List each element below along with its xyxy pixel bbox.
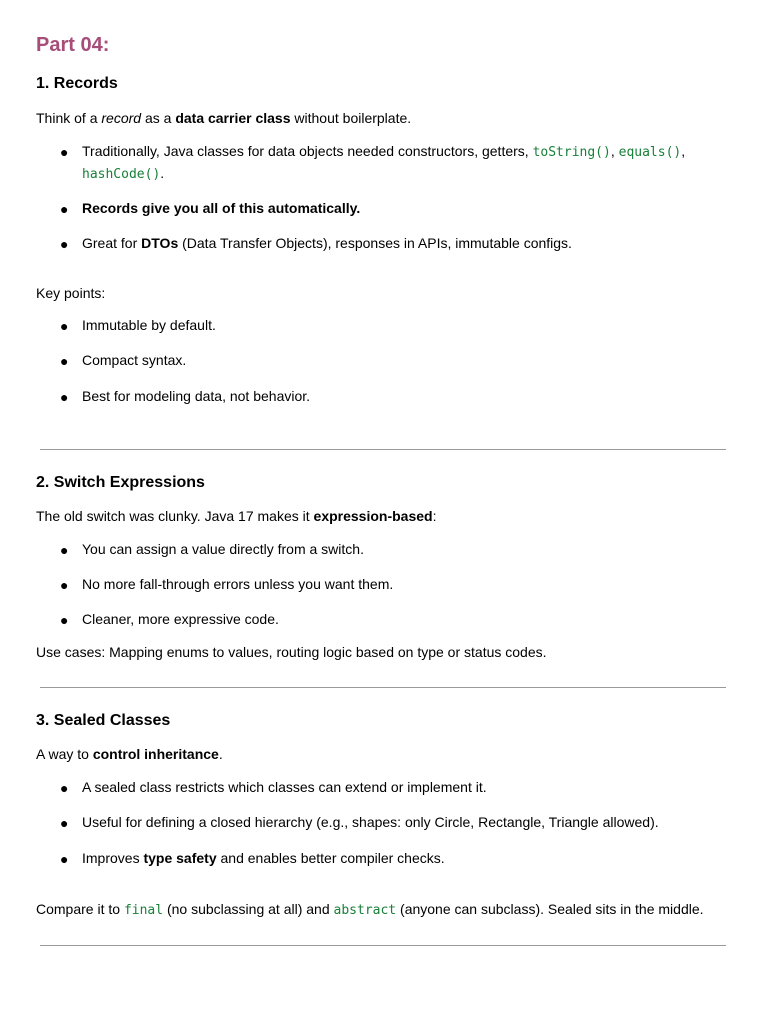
bullet-dot: ●	[60, 318, 69, 334]
key-point-item: Immutable by default.	[82, 317, 216, 333]
sealed-bullet-1: A sealed class restricts which classes can extend or implement it.	[82, 779, 487, 795]
bullet-dot: ●	[60, 542, 69, 558]
section-heading-sealed: 3. Sealed Classes	[36, 712, 171, 729]
code-abstract: abstract	[333, 903, 397, 918]
switch-bullet: You can assign a value directly from a switch.	[82, 541, 364, 557]
bullet-dot: ●	[60, 612, 69, 628]
switch-bullet: No more fall-through errors unless you want them.	[82, 576, 394, 592]
key-point-item: Best for modeling data, not behavior.	[82, 388, 311, 404]
records-bullet-1-sep-2: ,	[681, 143, 686, 159]
switch-intro-bold: expression-based	[313, 508, 433, 524]
sealed-bullet-2: Useful for defining a closed hierarchy (e.g., shapes: only Circle, Rectangle, Triangle allowed).	[82, 814, 659, 830]
records-bullet-3-post: (Data Transfer Objects), responses in APIs, immutable configs.	[178, 235, 572, 251]
code-tostring: toString()	[532, 145, 611, 160]
records-intro-post: without boilerplate.	[290, 110, 412, 126]
sealed-intro-pre: A way to	[36, 746, 93, 762]
section-heading-switch: 2. Switch Expressions	[36, 474, 205, 491]
code-equals: equals()	[618, 145, 682, 160]
bullet-dot: ●	[60, 236, 69, 252]
section-heading-records: 1. Records	[36, 75, 118, 92]
key-points-label: Key points:	[36, 285, 106, 301]
sealed-compare-mid: (no subclassing at all) and	[163, 901, 334, 917]
records-bullet-3	[82, 233, 722, 253]
switch-bullet: Cleaner, more expressive code.	[82, 611, 279, 627]
records-bullet-2: Records give you all of this automatically.	[82, 200, 361, 216]
records-bullet-1-sep-1: ,	[610, 143, 619, 159]
records-bullet-3-bold: DTOs	[141, 235, 179, 251]
switch-intro-post: :	[432, 508, 437, 524]
sealed-bullet-3-pre: Improves	[82, 850, 144, 866]
records-bullet-1	[82, 141, 722, 185]
records-intro-em: record	[101, 110, 142, 126]
code-hashcode: hashCode()	[82, 167, 161, 182]
sealed-bullet-3-bold: type safety	[143, 850, 217, 866]
records-intro-mid: as a	[141, 110, 176, 126]
sealed-compare-pre: Compare it to	[36, 901, 124, 917]
code-final: final	[123, 903, 164, 918]
switch-use-cases: Use cases: Mapping enums to values, routing logic based on type or status codes.	[36, 644, 547, 660]
section-divider	[40, 945, 726, 946]
records-intro	[36, 109, 411, 127]
bullet-dot: ●	[60, 815, 69, 831]
switch-intro-pre: The old switch was clunky. Java 17 makes it	[36, 508, 314, 524]
sealed-compare	[36, 900, 704, 920]
records-bullet-1-text: Traditionally, Java classes for data objects needed constructors, getters,	[82, 143, 533, 159]
sealed-intro-bold: control inheritance	[92, 746, 219, 762]
records-bullet-3-pre: Great for	[82, 235, 142, 251]
bullet-dot: ●	[60, 201, 69, 217]
switch-intro	[36, 507, 436, 525]
section-divider	[40, 449, 726, 450]
sealed-compare-post: (anyone can subclass). Sealed sits in the middle.	[396, 901, 704, 917]
bullet-dot: ●	[60, 780, 69, 796]
records-bullet-1-end: .	[160, 165, 165, 181]
records-intro-bold: data carrier class	[175, 110, 291, 126]
sealed-bullet-3-post: and enables better compiler checks.	[216, 850, 445, 866]
section-divider	[40, 687, 726, 688]
bullet-dot: ●	[60, 389, 69, 405]
bullet-dot: ●	[60, 144, 69, 160]
bullet-dot: ●	[60, 851, 69, 867]
key-point-item: Compact syntax.	[82, 352, 187, 368]
sealed-intro-post: .	[218, 746, 223, 762]
part-title: Part 04:	[36, 34, 110, 56]
sealed-intro	[36, 745, 223, 763]
records-intro-pre: Think of a	[36, 110, 102, 126]
bullet-dot: ●	[60, 577, 69, 593]
sealed-bullet-3	[82, 848, 722, 868]
bullet-dot: ●	[60, 353, 69, 369]
